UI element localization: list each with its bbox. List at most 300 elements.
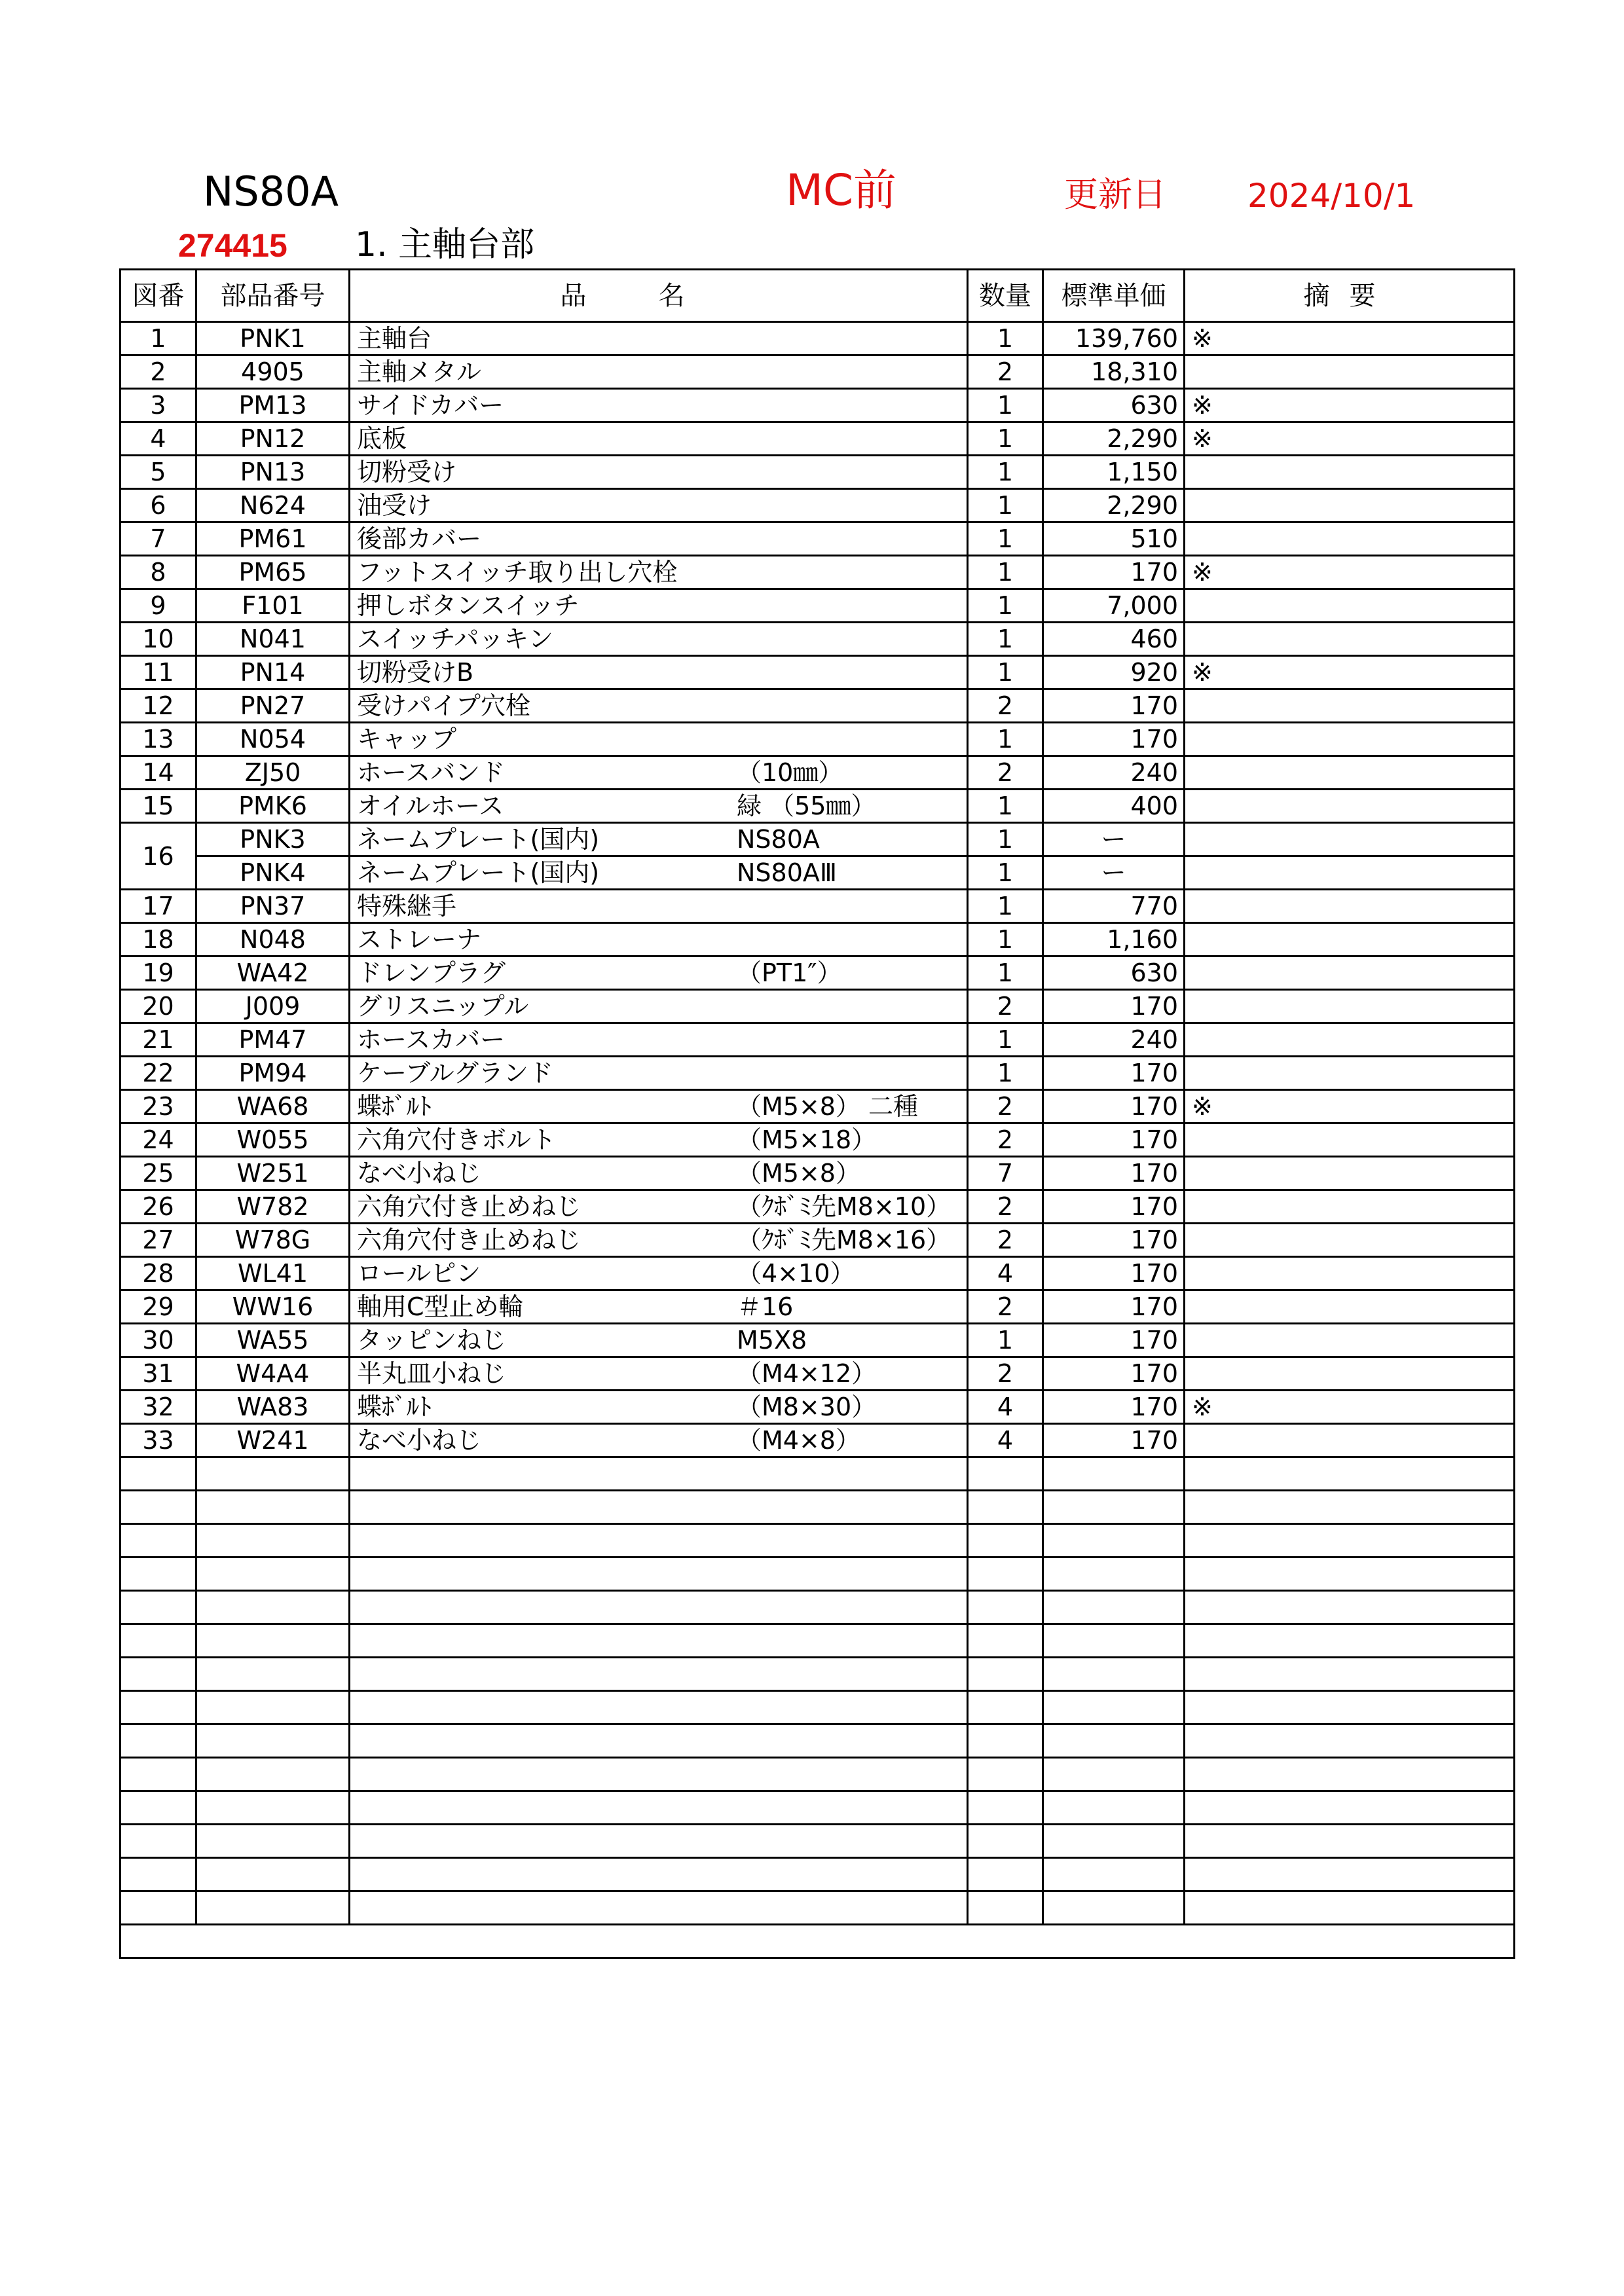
price-cell: 400 [1043, 790, 1185, 823]
note-cell: ※ [1185, 1391, 1515, 1424]
part-spec: （ｸﾎﾞﾐ先M8×10） [737, 1192, 951, 1221]
part-name: 六角穴付き止めねじ [357, 1226, 581, 1254]
fig-number-cell: 13 [120, 723, 196, 756]
empty-cell [350, 1858, 968, 1891]
part-name: ホースバンド [357, 758, 506, 787]
part-name-cell [350, 856, 968, 890]
empty-cell [120, 1624, 196, 1658]
table-row [120, 1023, 1515, 1057]
note-cell [1185, 1290, 1515, 1324]
empty-cell [120, 1457, 196, 1491]
fig-number-cell: 14 [120, 756, 196, 790]
empty-cell [196, 1758, 350, 1791]
part-number-cell: W251 [196, 1157, 350, 1190]
part-name-cell [350, 689, 968, 723]
fig-number-cell: 2 [120, 355, 196, 389]
empty-cell [196, 1524, 350, 1558]
table-row [120, 556, 1515, 589]
quantity-cell: 1 [968, 656, 1043, 689]
fig-number-cell: 1 [120, 322, 196, 355]
part-number-cell: W782 [196, 1190, 350, 1224]
quantity-cell: 1 [968, 923, 1043, 957]
empty-table-row [120, 1858, 1515, 1891]
quantity-cell: 1 [968, 1324, 1043, 1357]
empty-cell [350, 1524, 968, 1558]
empty-cell [120, 1758, 196, 1791]
part-name: 底板 [357, 424, 407, 453]
quantity-cell: 1 [968, 723, 1043, 756]
part-spec: （M4×12） [737, 1359, 877, 1388]
quantity-cell: 2 [968, 1090, 1043, 1123]
price-cell: 18,310 [1043, 355, 1185, 389]
table-row [120, 1391, 1515, 1424]
empty-table-row [120, 1758, 1515, 1791]
part-number-cell: PMK6 [196, 790, 350, 823]
quantity-cell: 4 [968, 1391, 1043, 1424]
part-number-cell: WW16 [196, 1290, 350, 1324]
part-number-cell: PN14 [196, 656, 350, 689]
table-row [120, 790, 1515, 823]
quantity-cell: 2 [968, 990, 1043, 1023]
col-header-note: 摘要 [1185, 270, 1515, 322]
table-row [120, 1157, 1515, 1190]
empty-cell [1185, 1724, 1515, 1758]
fig-number-cell: 17 [120, 890, 196, 923]
quantity-cell: 2 [968, 689, 1043, 723]
empty-cell [968, 1591, 1043, 1624]
part-number-cell: WA83 [196, 1391, 350, 1424]
quantity-cell: 1 [968, 322, 1043, 355]
part-number-cell: PM13 [196, 389, 350, 422]
note-cell [1185, 522, 1515, 556]
quantity-cell: 1 [968, 556, 1043, 589]
part-number-cell: PNK4 [196, 856, 350, 890]
note-cell [1185, 756, 1515, 790]
quantity-cell: 1 [968, 856, 1043, 890]
part-number-cell: W4A4 [196, 1357, 350, 1391]
part-name-cell [350, 890, 968, 923]
table-row [120, 890, 1515, 923]
fig-number-cell: 15 [120, 790, 196, 823]
quantity-cell: 1 [968, 589, 1043, 623]
fig-number-cell: 3 [120, 389, 196, 422]
empty-cell [350, 1457, 968, 1491]
quantity-cell: 2 [968, 1290, 1043, 1324]
quantity-cell: 2 [968, 1123, 1043, 1157]
empty-cell [968, 1524, 1043, 1558]
fig-number-cell: 4 [120, 422, 196, 456]
part-spec: NS80AⅢ [737, 858, 838, 887]
part-name: 油受け [357, 491, 432, 520]
section-title: 1. 主軸台部 [355, 225, 535, 264]
empty-cell [1043, 1658, 1185, 1691]
part-name: フットスイッチ取り出し穴栓 [357, 558, 678, 587]
price-cell: 139,760 [1043, 322, 1185, 355]
price-cell: 770 [1043, 890, 1185, 923]
part-number-cell: W78G [196, 1224, 350, 1257]
note-cell: ※ [1185, 422, 1515, 456]
col-header-qty: 数量 [968, 270, 1043, 322]
part-number-cell: PN27 [196, 689, 350, 723]
table-row [120, 723, 1515, 756]
fig-number-cell: 8 [120, 556, 196, 589]
empty-cell [120, 1591, 196, 1624]
part-number-cell: PM61 [196, 522, 350, 556]
empty-cell [1043, 1891, 1185, 1925]
part-number-cell: PN13 [196, 456, 350, 489]
part-name-cell [350, 1257, 968, 1290]
quantity-cell: 2 [968, 1190, 1043, 1224]
part-number-cell: N041 [196, 623, 350, 656]
part-name: 押しボタンスイッチ [357, 591, 580, 620]
note-cell: ※ [1185, 656, 1515, 689]
empty-cell [120, 1858, 196, 1891]
fig-number-cell: 16 [120, 823, 196, 890]
part-name-cell [350, 556, 968, 589]
part-name: 主軸メタル [357, 357, 482, 386]
empty-cell [120, 1891, 196, 1925]
price-cell: 510 [1043, 522, 1185, 556]
col-header-price: 標準単価 [1043, 270, 1185, 322]
model-name: NS80A [203, 168, 339, 215]
quantity-cell: 4 [968, 1424, 1043, 1457]
document-code: 274415 [178, 227, 287, 264]
empty-cell [196, 1858, 350, 1891]
table-row [120, 1190, 1515, 1224]
quantity-cell: 7 [968, 1157, 1043, 1190]
empty-table-row [120, 1825, 1515, 1858]
quantity-cell: 1 [968, 422, 1043, 456]
mc-label: MC前 [786, 165, 897, 215]
part-number-cell: N624 [196, 489, 350, 522]
table-row [120, 522, 1515, 556]
price-cell: 170 [1043, 1324, 1185, 1357]
empty-cell [1043, 1624, 1185, 1658]
part-name-cell [350, 1224, 968, 1257]
part-name-cell [350, 1157, 968, 1190]
note-cell [1185, 957, 1515, 990]
empty-cell [196, 1791, 350, 1825]
table-row [120, 355, 1515, 389]
table-row [120, 656, 1515, 689]
part-name: オイルホース [357, 792, 504, 820]
empty-cell [196, 1691, 350, 1724]
note-cell [1185, 689, 1515, 723]
part-name-cell [350, 322, 968, 355]
empty-table-row [120, 1624, 1515, 1658]
empty-cell [350, 1724, 968, 1758]
fig-number-cell: 22 [120, 1057, 196, 1090]
part-number-cell: PM47 [196, 1023, 350, 1057]
quantity-cell: 2 [968, 355, 1043, 389]
part-name-cell [350, 823, 968, 856]
note-cell [1185, 890, 1515, 923]
empty-cell [196, 1724, 350, 1758]
empty-cell [196, 1457, 350, 1491]
empty-cell [1185, 1591, 1515, 1624]
part-name-cell [350, 389, 968, 422]
part-spec: M5X8 [737, 1326, 807, 1355]
price-cell: 170 [1043, 1157, 1185, 1190]
table-row [120, 1257, 1515, 1290]
price-cell: 170 [1043, 1424, 1185, 1457]
empty-table-row [120, 1491, 1515, 1524]
note-cell [1185, 355, 1515, 389]
note-cell [1185, 589, 1515, 623]
empty-cell [968, 1457, 1043, 1491]
fig-number-cell: 9 [120, 589, 196, 623]
price-cell: 170 [1043, 1357, 1185, 1391]
part-spec: （4×10） [737, 1259, 855, 1288]
part-name: 蝶ﾎﾞﾙﾄ [357, 1393, 432, 1421]
table-row [120, 1290, 1515, 1324]
fig-number-cell: 23 [120, 1090, 196, 1123]
empty-cell [968, 1758, 1043, 1791]
fig-number-cell: 18 [120, 923, 196, 957]
fig-number-cell: 20 [120, 990, 196, 1023]
fig-number-cell: 32 [120, 1391, 196, 1424]
empty-cell [1185, 1658, 1515, 1691]
part-name-cell [350, 1357, 968, 1391]
part-name-cell [350, 623, 968, 656]
quantity-cell: 1 [968, 790, 1043, 823]
empty-cell [350, 1825, 968, 1858]
part-number-cell: PNK1 [196, 322, 350, 355]
fig-number-cell: 28 [120, 1257, 196, 1290]
table-row [120, 1224, 1515, 1257]
price-cell: 170 [1043, 1224, 1185, 1257]
empty-cell [1043, 1858, 1185, 1891]
empty-cell [196, 1891, 350, 1925]
part-spec: （M5×8） [737, 1159, 860, 1188]
part-number-cell: W241 [196, 1424, 350, 1457]
quantity-cell: 2 [968, 756, 1043, 790]
empty-cell [1043, 1791, 1185, 1825]
table-row [120, 923, 1515, 957]
empty-table-row [120, 1457, 1515, 1491]
empty-cell [1185, 1758, 1515, 1791]
fig-number-cell: 31 [120, 1357, 196, 1391]
empty-cell [1043, 1457, 1185, 1491]
part-name: 主軸台 [357, 324, 432, 353]
part-name-cell [350, 1391, 968, 1424]
part-name-cell [350, 1424, 968, 1457]
note-cell [1185, 489, 1515, 522]
part-number-cell: N054 [196, 723, 350, 756]
note-cell [1185, 456, 1515, 489]
note-cell [1185, 1190, 1515, 1224]
table-row [120, 856, 1515, 890]
empty-cell [968, 1558, 1043, 1591]
table-row [120, 689, 1515, 723]
empty-cell [968, 1658, 1043, 1691]
note-cell [1185, 1224, 1515, 1257]
empty-cell [968, 1691, 1043, 1724]
fig-number-cell: 5 [120, 456, 196, 489]
empty-cell [1043, 1558, 1185, 1591]
part-number-cell: PNK3 [196, 823, 350, 856]
empty-cell [350, 1791, 968, 1825]
empty-table-row [120, 1524, 1515, 1558]
empty-cell [350, 1558, 968, 1591]
quantity-cell: 1 [968, 957, 1043, 990]
table-row [120, 456, 1515, 489]
table-row [120, 489, 1515, 522]
part-name: サイドカバー [357, 391, 504, 420]
empty-cell [196, 1825, 350, 1858]
price-cell: 920 [1043, 656, 1185, 689]
part-number-cell: PN37 [196, 890, 350, 923]
empty-cell [120, 1524, 196, 1558]
footer-cell [120, 1925, 1515, 1958]
quantity-cell: 1 [968, 389, 1043, 422]
quantity-cell: 1 [968, 623, 1043, 656]
note-cell [1185, 1123, 1515, 1157]
empty-table-row [120, 1591, 1515, 1624]
part-name: 後部カバー [357, 524, 482, 553]
empty-cell [120, 1491, 196, 1524]
table-row [120, 1424, 1515, 1457]
part-name: 切粉受け [357, 458, 457, 486]
empty-cell [196, 1491, 350, 1524]
empty-cell [1185, 1558, 1515, 1591]
col-header-name: 品名 [350, 270, 968, 322]
empty-cell [120, 1558, 196, 1591]
col-header-fig: 図番 [120, 270, 196, 322]
part-name: グリスニップル [357, 992, 529, 1021]
fig-number-cell: 12 [120, 689, 196, 723]
quantity-cell: 1 [968, 823, 1043, 856]
part-name-cell [350, 489, 968, 522]
quantity-cell: 4 [968, 1257, 1043, 1290]
empty-cell [1043, 1591, 1185, 1624]
update-date: 2024/10/1 [1247, 177, 1416, 215]
empty-cell [196, 1591, 350, 1624]
empty-cell [120, 1791, 196, 1825]
empty-cell [120, 1724, 196, 1758]
part-spec: （PT1″） [737, 958, 842, 987]
empty-cell [968, 1491, 1043, 1524]
part-number-cell: ZJ50 [196, 756, 350, 790]
quantity-cell: 1 [968, 489, 1043, 522]
empty-cell [350, 1624, 968, 1658]
empty-table-row [120, 1891, 1515, 1925]
price-cell: 460 [1043, 623, 1185, 656]
part-name-cell [350, 422, 968, 456]
empty-cell [196, 1624, 350, 1658]
empty-cell [1185, 1791, 1515, 1825]
price-cell: 170 [1043, 1190, 1185, 1224]
price-cell: 170 [1043, 1257, 1185, 1290]
table-row [120, 322, 1515, 355]
price-cell: ー [1043, 856, 1185, 890]
price-cell: 2,290 [1043, 489, 1185, 522]
empty-table-row [120, 1691, 1515, 1724]
part-name-cell [350, 1123, 968, 1157]
part-name: なべ小ねじ [357, 1159, 482, 1188]
empty-cell [196, 1558, 350, 1591]
part-name-cell [350, 923, 968, 957]
part-spec: （10㎜） [737, 758, 843, 787]
price-cell: 170 [1043, 1123, 1185, 1157]
empty-cell [350, 1591, 968, 1624]
table-row [120, 1324, 1515, 1357]
part-name: タッピンねじ [357, 1326, 507, 1355]
part-spec: （M5×8） 二種 [737, 1092, 919, 1121]
fig-number-cell: 26 [120, 1190, 196, 1224]
part-name: 半丸皿小ねじ [357, 1359, 507, 1388]
empty-cell [350, 1658, 968, 1691]
part-name: 六角穴付き止めねじ [357, 1192, 581, 1221]
fig-number-cell: 7 [120, 522, 196, 556]
price-cell: 240 [1043, 1023, 1185, 1057]
part-name: 六角穴付きボルト [357, 1125, 557, 1154]
part-spec: （M5×18） [737, 1125, 877, 1154]
empty-cell [1043, 1724, 1185, 1758]
empty-cell [196, 1658, 350, 1691]
table-row [120, 1057, 1515, 1090]
note-cell [1185, 856, 1515, 890]
empty-cell [1185, 1891, 1515, 1925]
part-name-cell [350, 1057, 968, 1090]
parts-table [119, 268, 1515, 1959]
part-name-cell [350, 990, 968, 1023]
part-spec: 緑 （55㎜） [737, 792, 876, 820]
fig-number-cell: 24 [120, 1123, 196, 1157]
price-cell: 240 [1043, 756, 1185, 790]
note-cell [1185, 623, 1515, 656]
empty-cell [350, 1758, 968, 1791]
note-cell [1185, 1357, 1515, 1391]
quantity-cell: 2 [968, 1357, 1043, 1391]
price-cell: 630 [1043, 389, 1185, 422]
part-spec: （ｸﾎﾞﾐ先M8×16） [737, 1226, 951, 1254]
price-cell: 170 [1043, 1090, 1185, 1123]
part-number-cell: N048 [196, 923, 350, 957]
part-number-cell: PN12 [196, 422, 350, 456]
empty-table-row [120, 1558, 1515, 1591]
part-number-cell: J009 [196, 990, 350, 1023]
fig-number-cell: 30 [120, 1324, 196, 1357]
fig-number-cell: 25 [120, 1157, 196, 1190]
price-cell: 170 [1043, 1057, 1185, 1090]
table-row [120, 389, 1515, 422]
part-name-cell [350, 589, 968, 623]
part-name-cell [350, 790, 968, 823]
quantity-cell: 2 [968, 1224, 1043, 1257]
price-cell: ー [1043, 823, 1185, 856]
empty-cell [350, 1891, 968, 1925]
table-row [120, 823, 1515, 856]
part-name: ネームプレート(国内) [357, 858, 600, 887]
part-name: 受けパイプ穴栓 [357, 691, 530, 720]
part-number-cell: 4905 [196, 355, 350, 389]
part-name: 軸用C型止め輪 [357, 1292, 524, 1321]
empty-cell [968, 1858, 1043, 1891]
price-cell: 1,160 [1043, 923, 1185, 957]
price-cell: 2,290 [1043, 422, 1185, 456]
table-row [120, 1357, 1515, 1391]
part-name: スイッチパッキン [357, 625, 553, 653]
empty-cell [968, 1724, 1043, 1758]
note-cell [1185, 1257, 1515, 1290]
part-name: なべ小ねじ [357, 1426, 482, 1455]
empty-cell [1043, 1491, 1185, 1524]
part-name-cell [350, 456, 968, 489]
part-number-cell: PM94 [196, 1057, 350, 1090]
part-number-cell: PM65 [196, 556, 350, 589]
price-cell: 170 [1043, 1290, 1185, 1324]
